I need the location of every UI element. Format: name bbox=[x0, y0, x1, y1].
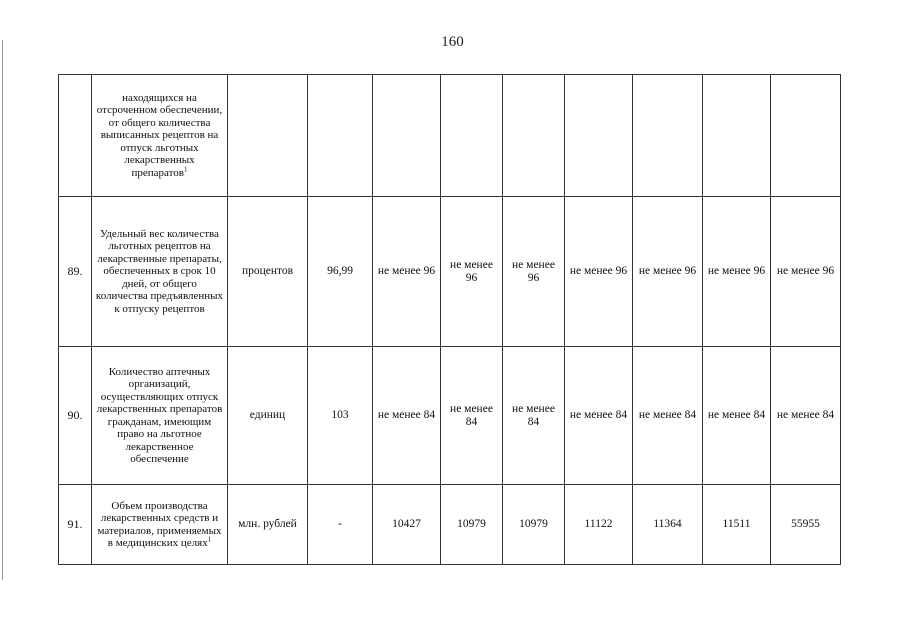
value-cell: не менее 96 bbox=[771, 197, 841, 347]
base-value-cell: 103 bbox=[308, 347, 373, 485]
unit-cell: млн. рублей bbox=[228, 485, 308, 565]
table-row bbox=[59, 485, 841, 565]
indicator-table bbox=[58, 74, 841, 565]
value-cell bbox=[703, 75, 771, 197]
value-cell: не менее 84 bbox=[441, 347, 503, 485]
value-cell: не менее 84 bbox=[565, 347, 633, 485]
row-number: 89. bbox=[59, 197, 92, 347]
unit-cell: процентов bbox=[228, 197, 308, 347]
value-cell bbox=[565, 75, 633, 197]
value-cell: не менее 96 bbox=[441, 197, 503, 347]
value-cell: не менее 84 bbox=[633, 347, 703, 485]
value-cell bbox=[373, 75, 441, 197]
value-cell: 10427 bbox=[373, 485, 441, 565]
value-cell bbox=[633, 75, 703, 197]
value-cell: 11122 bbox=[565, 485, 633, 565]
value-cell: не менее 96 bbox=[633, 197, 703, 347]
value-cell: 55955 bbox=[771, 485, 841, 565]
value-cell: не менее 84 bbox=[771, 347, 841, 485]
scan-edge-line bbox=[2, 40, 3, 580]
value-cell: не менее 96 bbox=[565, 197, 633, 347]
value-cell: не менее 84 bbox=[373, 347, 441, 485]
indicator-description bbox=[92, 197, 228, 347]
description-text: находящихся на отсроченном обеспечении, от общего количества выписанных рецептов на отпуск льготных лекарственных препаратов bbox=[96, 91, 223, 179]
value-cell: не менее 96 bbox=[503, 197, 565, 347]
value-cell: не менее 96 bbox=[373, 197, 441, 347]
value-cell: 10979 bbox=[441, 485, 503, 565]
table-row bbox=[59, 197, 841, 347]
indicator-description bbox=[92, 75, 228, 197]
value-cell bbox=[503, 75, 565, 197]
base-value-cell: - bbox=[308, 485, 373, 565]
value-cell: 10979 bbox=[503, 485, 565, 565]
value-cell: 11511 bbox=[703, 485, 771, 565]
description-text: Объем производства лекарственных средств и материалов, применяемых в медицинских целях bbox=[97, 499, 222, 549]
row-number: 90. bbox=[59, 347, 92, 485]
value-cell bbox=[441, 75, 503, 197]
unit-cell: единиц bbox=[228, 347, 308, 485]
value-cell: не менее 96 bbox=[703, 197, 771, 347]
description-text: Количество аптечных организаций, осуществляющих отпуск лекарственных препаратов гражданам, имеющим право на льготное лекарственное обеспечение bbox=[96, 365, 223, 465]
value-cell bbox=[771, 75, 841, 197]
value-cell: 11364 bbox=[633, 485, 703, 565]
base-value-cell bbox=[308, 75, 373, 197]
value-cell: не менее 84 bbox=[503, 347, 565, 485]
row-number bbox=[59, 75, 92, 197]
footnote-mark: 1 bbox=[207, 535, 212, 544]
table-row bbox=[59, 347, 841, 485]
indicator-description bbox=[92, 347, 228, 485]
base-value-cell: 96,99 bbox=[308, 197, 373, 347]
value-cell: не менее 84 bbox=[703, 347, 771, 485]
description-text: Удельный вес количества льготных рецептов на лекарственные препараты, обеспеченных в срок 10 дней, от общего количества предъявленных к отпуску рецептов bbox=[95, 227, 224, 315]
row-number: 91. bbox=[59, 485, 92, 565]
table-row bbox=[59, 75, 841, 197]
unit-cell bbox=[228, 75, 308, 197]
page-number: 160 bbox=[441, 34, 464, 50]
indicator-description bbox=[92, 485, 228, 565]
footnote-mark: 1 bbox=[184, 165, 188, 174]
